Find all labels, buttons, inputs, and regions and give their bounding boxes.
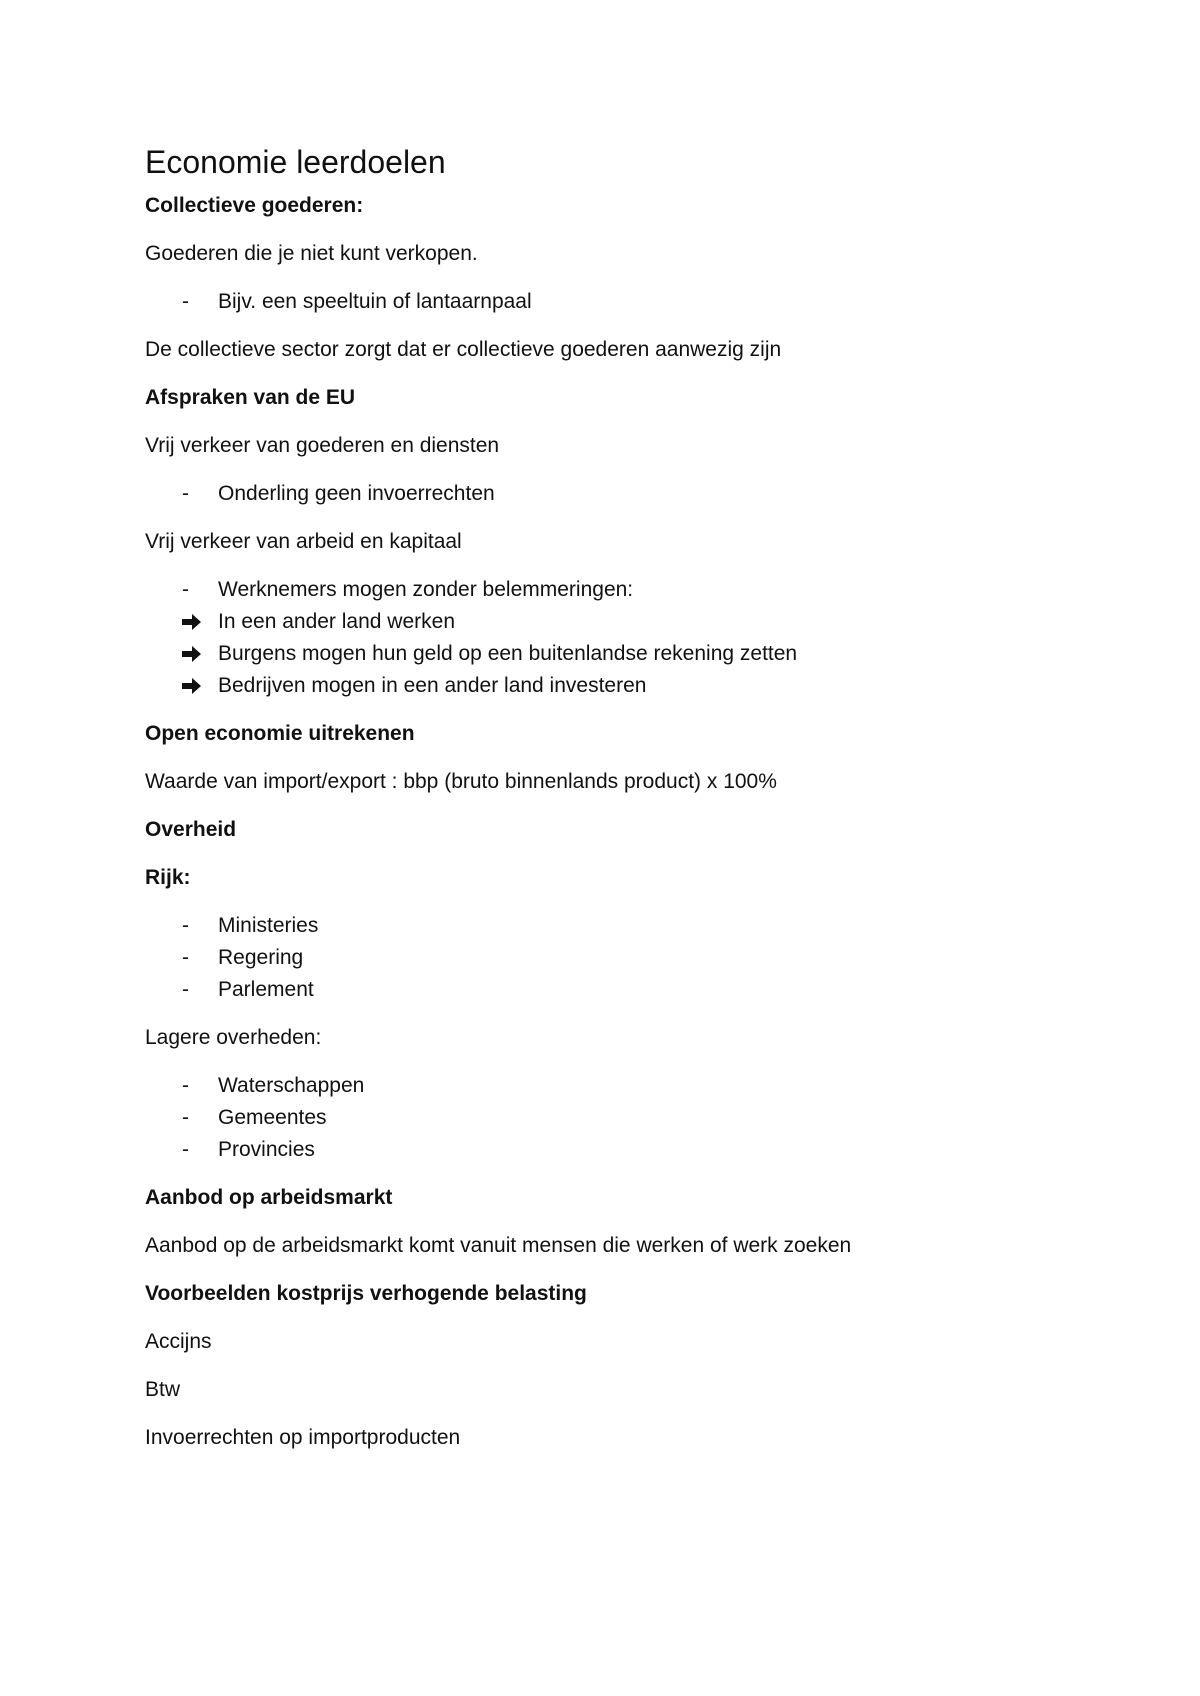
list-item-text: In een ander land werken — [218, 610, 455, 633]
list-item-text: Parlement — [218, 978, 314, 1001]
list-item — [182, 913, 318, 938]
list-item-text: Bedrijven mogen in een ander land investeren — [218, 674, 647, 697]
section-heading-open-economie: Open economie uitrekenen — [145, 722, 415, 745]
dash-marker: - — [182, 290, 189, 313]
paragraph: Aanbod op de arbeidsmarkt komt vanuit mensen die werken of werk zoeken — [145, 1234, 852, 1257]
section-heading-aanbod-arbeidsmarkt: Aanbod op arbeidsmarkt — [145, 1186, 393, 1209]
dash-marker: - — [182, 578, 189, 601]
list-item — [182, 1105, 327, 1130]
paragraph: Vrij verkeer van arbeid en kapitaal — [145, 530, 462, 553]
list-item — [182, 577, 633, 602]
arrow-list-item — [182, 673, 646, 698]
list-item-text: Gemeentes — [218, 1106, 327, 1129]
list-item — [182, 977, 314, 1002]
list-item — [182, 289, 532, 314]
paragraph: Vrij verkeer van goederen en diensten — [145, 434, 500, 457]
dash-marker: - — [182, 482, 189, 505]
dash-marker: - — [182, 978, 189, 1001]
list-item-text: Ministeries — [218, 914, 319, 937]
list-item-text: Regering — [218, 946, 304, 969]
arrow-right-icon — [182, 641, 218, 666]
list-item-text: Werknemers mogen zonder belemmeringen: — [218, 578, 634, 601]
section-heading-afspraken-eu: Afspraken van de EU — [145, 386, 356, 409]
list-item — [182, 1073, 364, 1098]
list-item — [182, 481, 495, 506]
paragraph: Btw — [145, 1378, 181, 1401]
dash-marker: - — [182, 1138, 189, 1161]
arrow-list-item — [182, 609, 455, 634]
paragraph: Invoerrechten op importproducten — [145, 1426, 461, 1449]
paragraph: Goederen die je niet kunt verkopen. — [145, 242, 478, 265]
dash-marker: - — [182, 946, 189, 969]
subheading-lagere-overheden: Lagere overheden: — [145, 1026, 322, 1049]
dash-marker: - — [182, 914, 189, 937]
page-title: Economie leerdoelen — [145, 144, 446, 180]
paragraph: De collectieve sector zorgt dat er collectieve goederen aanwezig zijn — [145, 338, 782, 361]
arrow-right-icon — [182, 609, 218, 634]
dash-marker: - — [182, 1106, 189, 1129]
section-heading-kostprijs-belasting: Voorbeelden kostprijs verhogende belasting — [145, 1282, 587, 1305]
list-item — [182, 1137, 315, 1162]
list-item-text: Waterschappen — [218, 1074, 365, 1097]
arrow-right-icon — [182, 673, 218, 698]
list-item-text: Provincies — [218, 1138, 315, 1161]
paragraph: Waarde van import/export : bbp (bruto binnenlands product) x 100% — [145, 770, 777, 793]
list-item-text: Burgens mogen hun geld op een buitenlandse rekening zetten — [218, 642, 798, 665]
paragraph: Accijns — [145, 1330, 212, 1353]
list-item-text: Onderling geen invoerrechten — [218, 482, 495, 505]
subheading-rijk: Rijk: — [145, 866, 191, 889]
section-heading-collectieve-goederen: Collectieve goederen: — [145, 194, 364, 217]
dash-marker: - — [182, 1074, 189, 1097]
arrow-list-item — [182, 641, 797, 666]
list-item-text: Bijv. een speeltuin of lantaarnpaal — [218, 290, 532, 313]
section-heading-overheid: Overheid — [145, 818, 237, 841]
list-item — [182, 945, 303, 970]
